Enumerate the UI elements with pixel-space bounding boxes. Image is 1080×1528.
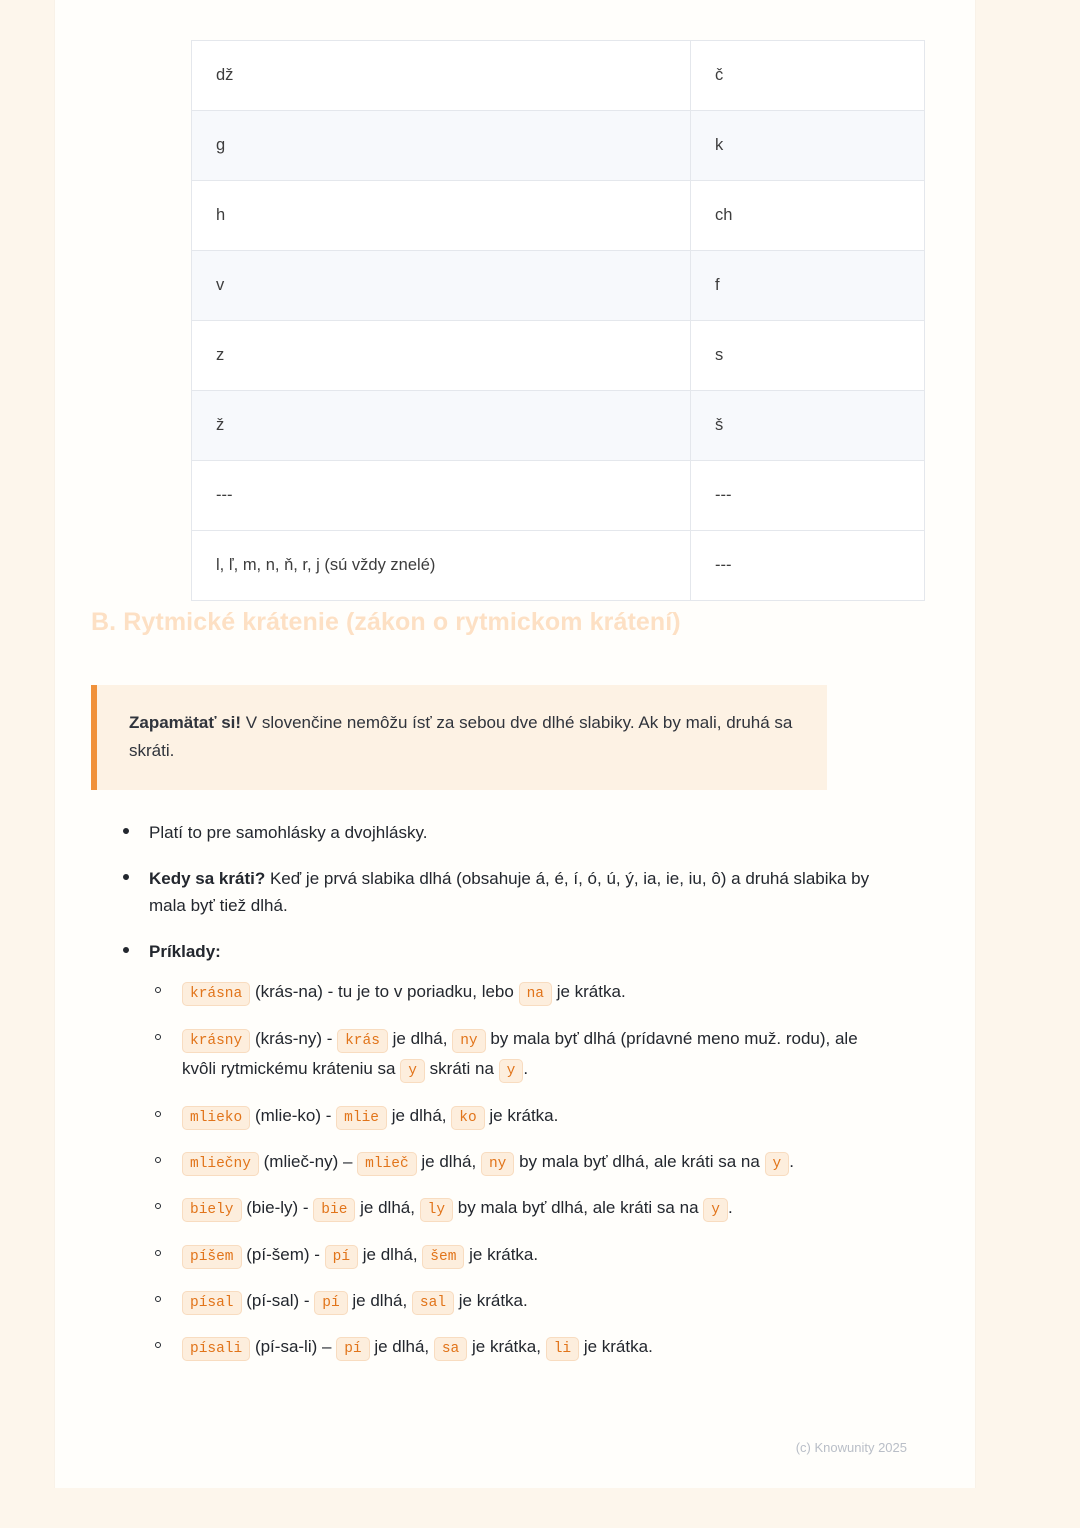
table-row	[192, 461, 925, 531]
table-row	[192, 181, 925, 251]
example-text: je dlhá,	[347, 1291, 412, 1311]
callout-text	[129, 709, 797, 764]
example-token: pí	[336, 1337, 369, 1361]
example-text: je dlhá,	[387, 1028, 453, 1048]
example-text: .	[789, 1151, 794, 1171]
table-cell-voiced: ž	[192, 391, 691, 461]
list-item	[91, 866, 891, 920]
copyright-footer: (c) Knowunity 2025	[795, 1440, 907, 1455]
example-text: by mala byť dlhá (prídavné meno muž. rodu), ale kvôli rytmickému kráteniu sa	[182, 1028, 858, 1079]
bottom-margin	[0, 1488, 1080, 1528]
rules-list	[91, 820, 891, 1363]
example-token: krásny	[182, 1029, 250, 1053]
table-cell-voiced: l, ľ, m, n, ň, r, j (sú vždy znelé)	[192, 531, 691, 601]
example-token: mlie	[336, 1106, 387, 1130]
example-token: y	[400, 1059, 425, 1083]
paper-sheet	[55, 0, 975, 1488]
table-cell-voiced: g	[192, 111, 691, 181]
example-token: bie	[313, 1198, 355, 1222]
remember-callout	[91, 685, 827, 790]
example-text: je krátka,	[467, 1337, 546, 1357]
examples-lead: Príklady:	[149, 941, 221, 961]
example-text: je krátka.	[484, 1105, 559, 1125]
example-text: (pí-sa-li) –	[250, 1337, 337, 1357]
bullet-ring-icon	[155, 1250, 161, 1256]
example-text: (krás-ny) -	[250, 1028, 338, 1048]
example-token: ny	[452, 1029, 485, 1053]
table-cell-voiced: z	[192, 321, 691, 391]
bullet-dot-icon	[123, 947, 129, 953]
example-token: pí	[325, 1245, 358, 1269]
bullet-dot-icon	[123, 828, 129, 834]
table-cell-voiced: v	[192, 251, 691, 321]
list-item-text: Keď je prvá slabika dlhá (obsahuje á, é, í, ó, ú, ý, ia, ie, iu, ô) a druhá slabika by mala byť tiež dlhá.	[149, 868, 870, 915]
example-text: je krátka.	[464, 1244, 539, 1264]
rules-list-area	[91, 820, 891, 1382]
example-token: ko	[451, 1106, 484, 1130]
example-text: je krátka.	[579, 1337, 653, 1357]
example-token: pí	[314, 1291, 347, 1315]
example-text: je krátka.	[551, 982, 626, 1002]
table-cell-unvoiced: ch	[691, 181, 925, 251]
table-cell-unvoiced: ---	[691, 461, 925, 531]
example-text: je dlhá,	[369, 1337, 434, 1357]
example-token: písali	[182, 1337, 250, 1361]
table-cell-unvoiced: š	[691, 391, 925, 461]
example-text: (krás-na) - tu je to v poriadku, lebo	[250, 982, 519, 1002]
table-row	[192, 41, 925, 111]
bullet-dot-icon	[123, 874, 129, 880]
example-token: šem	[422, 1245, 464, 1269]
example-text: .	[727, 1198, 733, 1218]
table-row	[192, 531, 925, 601]
table-cell-unvoiced: ---	[691, 531, 925, 601]
table-cell-unvoiced: č	[691, 41, 925, 111]
example-text: je krátka.	[454, 1291, 528, 1311]
example-token: sal	[412, 1291, 454, 1315]
table-row	[192, 391, 925, 461]
example-token: krásna	[182, 982, 250, 1006]
callout-body: V slovenčine nemôžu ísť za sebou dve dlhé slabiky. Ak by mali, druhá sa skráti.	[129, 713, 793, 760]
bullet-ring-icon	[155, 1034, 161, 1040]
example-item	[149, 1332, 891, 1362]
example-item	[149, 1193, 891, 1223]
bullet-ring-icon	[155, 1342, 161, 1348]
example-token: y	[765, 1152, 790, 1176]
example-text: (pí-šem) -	[241, 1244, 325, 1264]
example-token: ny	[481, 1152, 514, 1176]
table-cell-unvoiced: k	[691, 111, 925, 181]
example-text: je dlhá,	[355, 1198, 420, 1218]
table-cell-voiced: ---	[192, 461, 691, 531]
right-margin	[975, 0, 1080, 1528]
bullet-ring-icon	[155, 987, 161, 993]
table-cell-unvoiced: s	[691, 321, 925, 391]
bullet-ring-icon	[155, 1111, 161, 1117]
example-token: mlieko	[182, 1106, 250, 1130]
example-text: (mlieč-ny) –	[258, 1151, 358, 1171]
example-text: skráti na	[424, 1059, 499, 1079]
example-item	[149, 1147, 891, 1177]
example-item	[149, 1286, 891, 1316]
example-text: je dlhá,	[386, 1105, 452, 1125]
examples-list	[149, 977, 891, 1362]
voiced-unvoiced-table-wrapper	[191, 40, 826, 601]
example-text: je dlhá,	[416, 1151, 481, 1171]
example-token: mlieč	[357, 1152, 417, 1176]
voiced-unvoiced-table	[191, 40, 925, 601]
table-cell-voiced: h	[192, 181, 691, 251]
list-item-lead: Kedy sa kráti?	[149, 868, 266, 888]
example-text: .	[523, 1059, 529, 1079]
example-token: y	[703, 1198, 728, 1222]
example-token: písal	[182, 1291, 242, 1315]
table-row	[192, 251, 925, 321]
left-margin	[0, 0, 55, 1528]
list-item-text: Platí to pre samohlásky a dvojhlásky.	[149, 823, 428, 842]
example-token: ly	[420, 1198, 453, 1222]
bullet-ring-icon	[155, 1296, 161, 1302]
example-text: je dlhá,	[358, 1244, 423, 1264]
list-item	[91, 820, 891, 847]
example-text: (pí-sal) -	[241, 1291, 315, 1311]
example-token: li	[546, 1337, 579, 1361]
example-token: píšem	[182, 1245, 242, 1269]
table-cell-voiced: dž	[192, 41, 691, 111]
example-token: sa	[434, 1337, 467, 1361]
table-cell-unvoiced: f	[691, 251, 925, 321]
list-item	[91, 939, 891, 1363]
example-item	[149, 1024, 891, 1085]
example-token: biely	[182, 1198, 242, 1222]
example-token: y	[499, 1059, 524, 1083]
bullet-ring-icon	[155, 1203, 161, 1209]
example-item	[149, 1240, 891, 1270]
example-text: by mala byť dlhá, ale kráti sa na	[453, 1198, 704, 1218]
bullet-ring-icon	[155, 1157, 161, 1163]
example-token: na	[519, 982, 552, 1006]
table-row	[192, 321, 925, 391]
example-item	[149, 1101, 891, 1131]
example-text: (bie-ly) -	[241, 1198, 314, 1218]
example-text: by mala byť dlhá, ale kráti sa na	[514, 1151, 765, 1171]
table-row	[192, 111, 925, 181]
example-item	[149, 977, 891, 1007]
example-text: (mlie-ko) -	[250, 1105, 337, 1125]
callout-lead: Zapamätať si!	[129, 713, 242, 732]
example-token: krás	[337, 1029, 388, 1053]
example-token: mliečny	[182, 1152, 259, 1176]
section-heading: B. Rytmické krátenie (zákon o rytmickom krátení)	[91, 608, 681, 636]
